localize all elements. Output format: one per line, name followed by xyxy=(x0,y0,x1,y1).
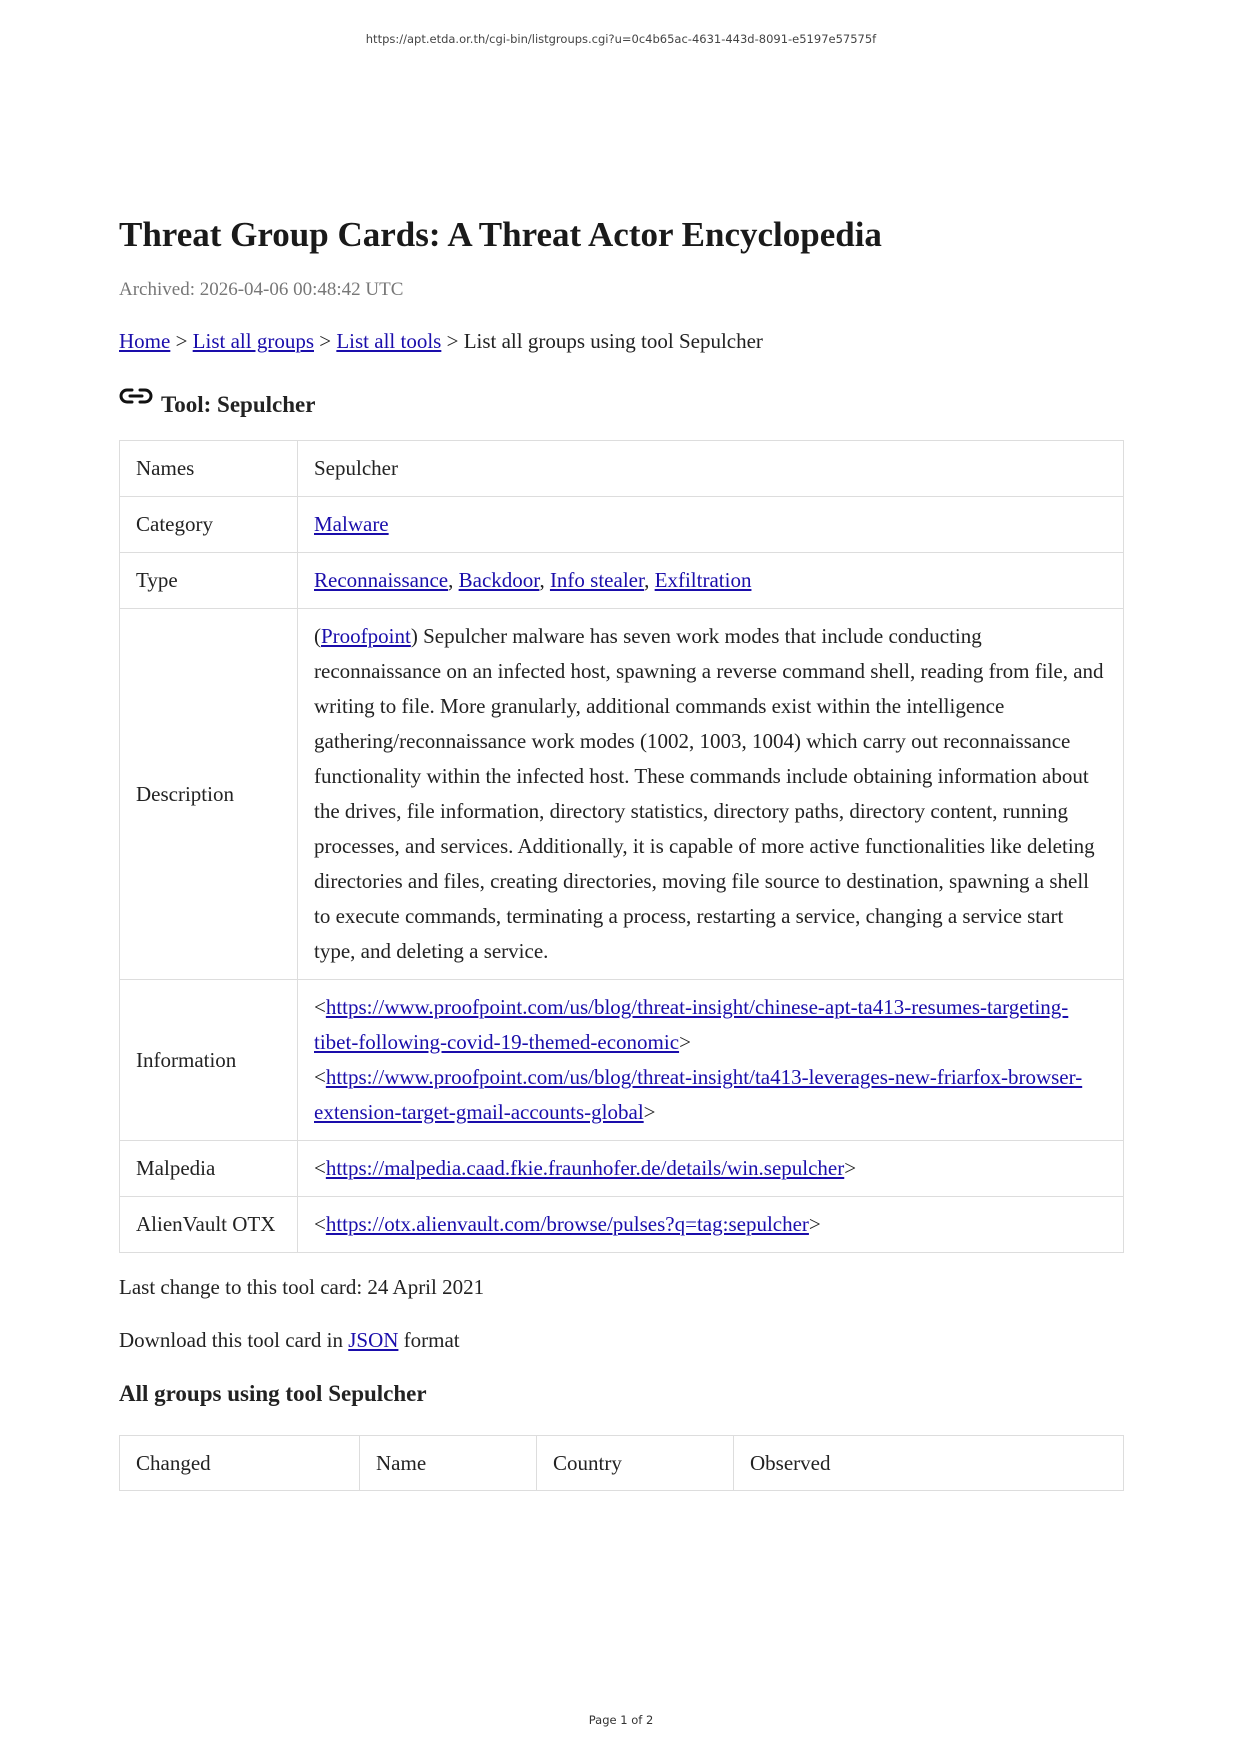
angle-open: < xyxy=(314,995,326,1019)
description-label: Description xyxy=(120,609,298,980)
download-prefix: Download this tool card in xyxy=(119,1328,349,1352)
breadcrumb-current: List all groups using tool Sepulcher xyxy=(463,329,763,353)
download-suffix: format xyxy=(398,1328,460,1352)
information-link[interactable]: https://www.proofpoint.com/us/blog/threat-insight/ta413-leverages-new-friarfox-browser-extension-target-gmail-accounts-global xyxy=(314,1065,1083,1124)
table-row xyxy=(120,1197,1124,1253)
type-link-backdoor[interactable]: Backdoor xyxy=(458,568,540,592)
angle-close: > xyxy=(679,1030,691,1054)
angle-open: < xyxy=(314,1065,326,1089)
groups-heading: All groups using tool Sepulcher xyxy=(119,1381,427,1406)
angle-close: > xyxy=(844,1156,857,1180)
type-separator: , xyxy=(539,568,550,592)
angle-close: > xyxy=(808,1212,821,1236)
breadcrumb xyxy=(119,329,1124,354)
breadcrumb-list-groups-link[interactable]: List all groups xyxy=(192,329,314,353)
tool-card-table xyxy=(119,440,1124,1253)
information-value xyxy=(298,980,1124,1141)
table-row xyxy=(120,980,1124,1141)
page-number: Page 1 of 2 xyxy=(588,1713,654,1727)
print-header-url: https://apt.etda.or.th/cgi-bin/listgroups.cgi?u=0c4b65ac-4631-443d-8091-e5197e57575f xyxy=(365,32,877,46)
type-value xyxy=(298,553,1124,609)
category-label: Category xyxy=(120,497,298,553)
last-change-text: Last change to this tool card: 24 April 2021 xyxy=(119,1275,485,1299)
column-header-observed[interactable]: Observed xyxy=(734,1436,1124,1491)
type-separator: , xyxy=(448,568,459,592)
malpedia-link[interactable]: https://malpedia.caad.fkie.fraunhofer.de/details/win.sepulcher xyxy=(325,1156,845,1180)
type-label: Type xyxy=(120,553,298,609)
table-row xyxy=(120,497,1124,553)
page-title: Threat Group Cards: A Threat Actor Encyclopedia xyxy=(119,215,882,254)
type-link-exfiltration[interactable]: Exfiltration xyxy=(654,568,752,592)
description-value xyxy=(298,609,1124,980)
malpedia-label: Malpedia xyxy=(120,1141,298,1197)
breadcrumb-separator: > xyxy=(170,329,193,353)
malpedia-value xyxy=(298,1141,1124,1197)
tool-heading-text: Tool: Sepulcher xyxy=(161,392,316,417)
type-separator: , xyxy=(644,568,655,592)
table-header-row xyxy=(120,1436,1124,1491)
otx-link[interactable]: https://otx.alienvault.com/browse/pulses?q=tag:sepulcher xyxy=(325,1212,809,1236)
groups-table xyxy=(119,1435,1124,1491)
breadcrumb-separator: > xyxy=(314,329,337,353)
download-line xyxy=(119,1328,1124,1353)
otx-value xyxy=(298,1197,1124,1253)
angle-open: < xyxy=(314,1156,326,1180)
tool-heading xyxy=(119,392,1124,418)
table-row xyxy=(120,441,1124,497)
angle-close: > xyxy=(643,1100,656,1124)
names-label: Names xyxy=(120,441,298,497)
archived-timestamp: Archived: 2026-04-06 00:48:42 UTC xyxy=(119,279,404,300)
breadcrumb-home-link[interactable]: Home xyxy=(119,329,171,353)
category-malware-link[interactable]: Malware xyxy=(314,512,389,536)
breadcrumb-separator: > xyxy=(441,329,464,353)
column-header-changed[interactable]: Changed xyxy=(120,1436,360,1491)
type-link-reconnaissance[interactable]: Reconnaissance xyxy=(314,568,449,592)
json-download-link[interactable]: JSON xyxy=(348,1328,399,1352)
description-text: ) Sepulcher malware has seven work modes that include conducting reconnaissance on an infected host, spawning a reverse command shell, reading from file, and writing to file. More granularly, additional commands exist within the intelligence gathering/reconnaissance work modes (1002, 1003, 1004) which carry out reconnaissance functionality within the infected host. These commands include obtaining information about the drives, file information, directory statistics, directory paths, directory content, running processes, and services. Additionally, it is capable of more active functionalities like deleting directories and files, creating directories, moving file source to destination, spawning a shell to execute commands, terminating a process, restarting a service, changing a service start type, and deleting a service. xyxy=(314,624,1104,963)
table-row xyxy=(120,1141,1124,1197)
information-label: Information xyxy=(120,980,298,1141)
table-row xyxy=(120,609,1124,980)
otx-label: AlienVault OTX xyxy=(120,1197,298,1253)
description-source-link[interactable]: Proofpoint xyxy=(321,624,411,648)
information-link[interactable]: https://www.proofpoint.com/us/blog/threat-insight/chinese-apt-ta413-resumes-targeting-tibet-following-covid-19-themed-economic xyxy=(314,995,1069,1054)
description-open-paren: ( xyxy=(314,624,321,648)
column-header-name[interactable]: Name xyxy=(360,1436,537,1491)
page-content xyxy=(119,214,1124,1491)
type-link-info-stealer[interactable]: Info stealer xyxy=(549,568,645,592)
angle-open: < xyxy=(314,1212,326,1236)
table-row xyxy=(120,553,1124,609)
names-value: Sepulcher xyxy=(298,441,1124,497)
breadcrumb-list-tools-link[interactable]: List all tools xyxy=(336,329,442,353)
category-value xyxy=(298,497,1124,553)
column-header-country[interactable]: Country xyxy=(537,1436,734,1491)
link-icon xyxy=(119,386,153,408)
